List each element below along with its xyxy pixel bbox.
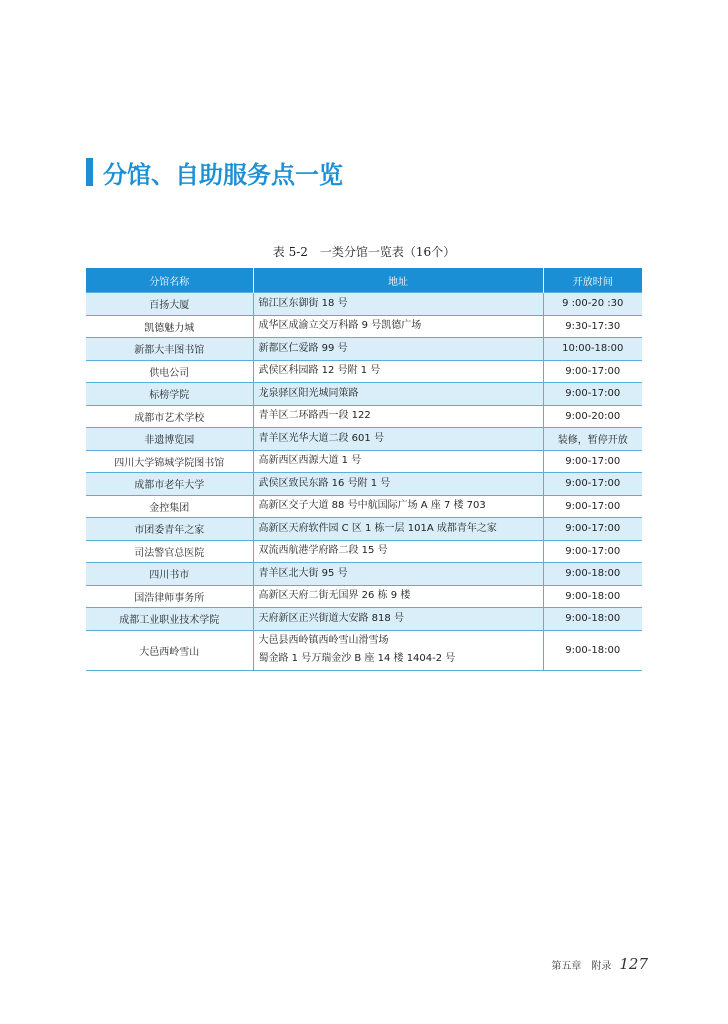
table-row — [86, 293, 642, 316]
branch-name-cell: 百扬大厦 — [86, 293, 253, 316]
chapter-label: 第五章 附录 — [551, 961, 612, 972]
branch-name-cell: 四川大学锦城学院图书馆 — [86, 450, 253, 473]
address-cell — [253, 540, 543, 563]
column-header-hours: 开放时间 — [543, 268, 642, 293]
opening-hours-cell: 9:00-17:00 — [543, 360, 642, 383]
address-line: 高新区天府二街无国界 26 栋 9 楼 — [258, 590, 411, 602]
opening-hours-cell: 9:00-17:00 — [543, 540, 642, 563]
branch-name-cell: 大邑西岭雪山 — [86, 630, 253, 670]
opening-hours-cell: 9 :00-20 :30 — [543, 293, 642, 316]
branch-name-cell: 金控集团 — [86, 495, 253, 518]
opening-hours-cell: 9:00-17:00 — [543, 450, 642, 473]
branch-name-cell: 成都市老年大学 — [86, 473, 253, 496]
address-line: 武侯区科园路 12 号附 1 号 — [258, 365, 381, 377]
address-cell — [253, 360, 543, 383]
address-cell — [253, 585, 543, 608]
address-cell — [253, 563, 543, 586]
address-cell — [253, 315, 543, 338]
branch-name-cell: 司法警官总医院 — [86, 540, 253, 563]
opening-hours-cell: 装修，暂停开放 — [543, 428, 642, 451]
branch-name-cell: 市团委青年之家 — [86, 518, 253, 541]
opening-hours-cell: 9:00-20:00 — [543, 405, 642, 428]
opening-hours-cell: 9:00-18:00 — [543, 563, 642, 586]
opening-hours-cell: 9:00-18:00 — [543, 630, 642, 670]
table-header-row — [86, 268, 642, 293]
table-row — [86, 495, 642, 518]
address-line: 天府新区正兴街道大安路 818 号 — [258, 612, 404, 624]
table-body — [86, 293, 642, 671]
table-caption — [86, 243, 642, 260]
branch-name-cell: 国浩律师事务所 — [86, 585, 253, 608]
opening-hours-cell: 9:30-17:30 — [543, 315, 642, 338]
address-line: 大邑县西岭镇西岭雪山滑雪场 — [258, 635, 389, 646]
address-cell — [253, 405, 543, 428]
address-line: 双流西航港学府路二段 15 号 — [258, 545, 388, 557]
page-footer — [551, 955, 648, 973]
address-line: 高新区交子大道 88 号中航国际广场 A 座 7 楼 703 — [258, 500, 486, 512]
table-row — [86, 405, 642, 428]
branch-name-cell: 供电公司 — [86, 360, 253, 383]
branch-name-cell: 非遗博览园 — [86, 428, 253, 451]
address-cell — [253, 383, 543, 406]
address-cell — [253, 450, 543, 473]
address-line: 锦江区东御街 18 号 — [258, 297, 348, 309]
table-row — [86, 585, 642, 608]
opening-hours-cell: 9:00-18:00 — [543, 608, 642, 631]
address-line: 高新西区西源大道 1 号 — [258, 455, 362, 467]
opening-hours-cell: 9:00-17:00 — [543, 383, 642, 406]
table-row — [86, 360, 642, 383]
address-line: 新都区仁爱路 99 号 — [258, 342, 348, 354]
section-heading — [86, 156, 343, 188]
section-title: 分馆、自助服务点一览 — [103, 160, 343, 189]
table-number: 表 5-2 — [272, 245, 308, 259]
table-row — [86, 338, 642, 361]
column-header-address: 地址 — [253, 268, 543, 293]
table-row — [86, 450, 642, 473]
branch-name-cell: 成都市艺术学校 — [86, 405, 253, 428]
address-line: 成华区成渝立交万科路 9 号凯德广场 — [258, 320, 422, 332]
address-cell — [253, 428, 543, 451]
opening-hours-cell: 10:00-18:00 — [543, 338, 642, 361]
address-line: 青羊区二环路西一段 122 — [258, 410, 371, 422]
table-title: 一类分馆一览表（16个） — [319, 245, 456, 259]
address-cell — [253, 608, 543, 631]
address-line: 高新区天府软件园 C 区 1 栋一层 101A 成都青年之家 — [258, 522, 497, 534]
address-line: 青羊区光华大道二段 601 号 — [258, 432, 384, 444]
address-line: 龙泉驿区阳光城同策路 — [258, 387, 359, 399]
address-cell — [253, 518, 543, 541]
table-row — [86, 518, 642, 541]
opening-hours-cell: 9:00-17:00 — [543, 518, 642, 541]
branch-name-cell: 四川书市 — [86, 563, 253, 586]
table-row — [86, 315, 642, 338]
branch-table — [86, 268, 642, 671]
address-line: 武侯区致民东路 16 号附 1 号 — [258, 477, 391, 489]
opening-hours-cell: 9:00-18:00 — [543, 585, 642, 608]
table-row — [86, 473, 642, 496]
address-line: 蜀金路 1 号万瑞金沙 B 座 14 楼 1404-2 号 — [258, 653, 456, 664]
opening-hours-cell: 9:00-17:00 — [543, 473, 642, 496]
table-row — [86, 608, 642, 631]
address-cell — [253, 338, 543, 361]
branch-name-cell: 标榜学院 — [86, 383, 253, 406]
address-cell — [253, 293, 543, 316]
branch-name-cell: 成都工业职业技术学院 — [86, 608, 253, 631]
table-row — [86, 540, 642, 563]
address-cell — [253, 630, 543, 670]
branch-name-cell: 新都大丰图书馆 — [86, 338, 253, 361]
table-row — [86, 563, 642, 586]
column-header-name: 分馆名称 — [86, 268, 253, 293]
address-line: 青羊区北大街 95 号 — [258, 567, 348, 579]
table-row — [86, 630, 642, 670]
branch-name-cell: 凯德魅力城 — [86, 315, 253, 338]
table-row — [86, 428, 642, 451]
address-cell — [253, 495, 543, 518]
opening-hours-cell: 9:00-17:00 — [543, 495, 642, 518]
heading-accent-bar — [86, 158, 93, 186]
table-row — [86, 383, 642, 406]
address-cell — [253, 473, 543, 496]
page-number: 127 — [619, 955, 648, 973]
